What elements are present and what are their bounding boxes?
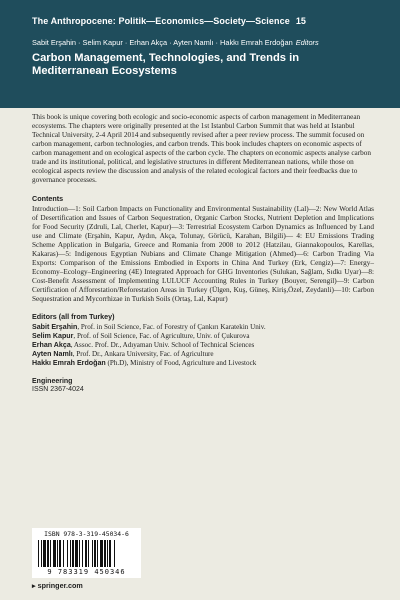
contents-text: Introduction—1: Soil Carbon Impacts on Functionality and Environmental Sustainability (Lal)—2: New World Atlas of Desertification and Issues of Carbon Sequestration, Organic Carbon Stocks, Nutrient Depletion and Implications for Food Security (Zdruli, Lal, Cherlet, Kapur)—3: Terrestrial Ecosystem Carbon Dynamics as Influenced by Land use and Climate (Erşahin, Kapur, Aydın, Akça, Tolunay, Görücü, Karahan, Bilgili)— 4: EU Emissions Trading Scheme Application in Bulgaria, Greece and Romania from 2008 to 2012 (Hatzilau, Giannakopoulos, Karellas, Kakaras)—5: Indigenous Egyptian Nubians and Climate Change Mitigation (Ahmed)—6: Carbon Trading Via Exports: Comparison of the Emissions Embodied in Exports in China And Turkey (Erk, Cengiz)—7: Energy–Economy–Ecology–Engineering (4E) Integrated Approach for GHG Inventories (Sulukan, Sağlam, Sıdkı Uyar)—8: Cost-Benefit Assessment of Implementing LULUCF Accounting Rules in Turkey (Bouyer, Serengil)—9: Carbon Certification of Afforestation/Reforestation Areas in Turkey (Ülgen, Kuş, Güneş, Kiriş,Özel, Zeydanli)—10: Carbon Sequestration and Mycorrhizae in Turkish Soils (Ortaş, Lal, Kapur): [32, 205, 374, 303]
barcode-number: 9 783319 450346: [47, 568, 126, 576]
contents-heading: Contents: [32, 194, 64, 203]
editor-affiliation: , Prof. of Soil Science, Fac. of Agriculture, Univ. of Çukurova: [73, 332, 250, 340]
editor-name: Ayten Namlı: [32, 350, 73, 358]
back-cover-body: [32, 113, 374, 393]
editor-entry: [32, 350, 374, 359]
volume-number: 15: [295, 16, 307, 26]
editor-affiliation: , Assoc. Prof. Dr., Adıyaman Univ. School of Technical Sciences: [70, 341, 255, 349]
issn: ISSN 2367-4024: [32, 386, 84, 393]
book-title: Carbon Management, Technologies, and Trends in Mediterranean Ecosystems: [32, 52, 300, 77]
editor-entry: [32, 332, 374, 341]
editor-entry: [32, 341, 374, 350]
book-description: This book is unique covering both ecologic and socio-economic aspects of carbon management in Mediterranean ecosystems. The chapters were originally presented at the 1st Istanbul Carbon Summit that was held at Istanbul Technical University, 2-4 April 2014 and subsequently revised after a peer review process. The summit focused on carbon management, carbon technologies, and carbon trends. This book includes chapters on economic aspects of carbon management and on ecological aspects of the carbon cycle. The chapters on economic aspects analyse carbon trade and its institutional, political, and legislative structures in different Mediterranean nations, while those on ecological aspects review the discussion and analysis of the related ecological factors and their feedbacks due to governance processes.: [32, 113, 372, 184]
editor-affiliation: , Prof. in Soil Science, Fac. of Forestry of Çankırı Karatekin Univ.: [77, 323, 266, 331]
barcode-panel: [32, 528, 141, 578]
subject-category: Engineering: [32, 378, 73, 385]
editors-heading: Editors (all from Turkey): [32, 312, 115, 321]
editor-names: Sabit Erşahin · Selim Kapur · Erhan Akça · Ayten Namlı · Hakkı Emrah Erdoğan: [32, 38, 293, 47]
editor-name: Selim Kapur: [32, 332, 74, 340]
editors-label: Editors: [295, 38, 319, 47]
editors-section: [32, 312, 374, 368]
editors-line: [32, 38, 319, 47]
editor-affiliation: (Ph.D), Ministry of Food, Agriculture and Livestock: [105, 359, 257, 367]
series-title: [32, 16, 306, 26]
series-name: The Anthropocene: Politik—Economics—Society—Science: [32, 16, 290, 26]
barcode-icon: [38, 540, 135, 567]
arrow-right-icon: ▸: [32, 581, 36, 590]
isbn-label: ISBN 978-3-319-45034-6: [44, 530, 129, 538]
editor-entry: [32, 359, 374, 368]
editor-name: Hakkı Emrah Erdoğan: [32, 359, 106, 367]
editor-name: Sabit Erşahin: [32, 323, 78, 331]
cover-header: [0, 0, 400, 108]
editor-name: Erhan Akça: [32, 341, 71, 349]
editor-entry: [32, 323, 374, 332]
editor-affiliation: , Prof. Dr., Ankara University, Fac. of Agriculture: [72, 350, 214, 358]
publisher-website[interactable]: [32, 581, 83, 590]
website-text: springer.com: [37, 581, 83, 590]
